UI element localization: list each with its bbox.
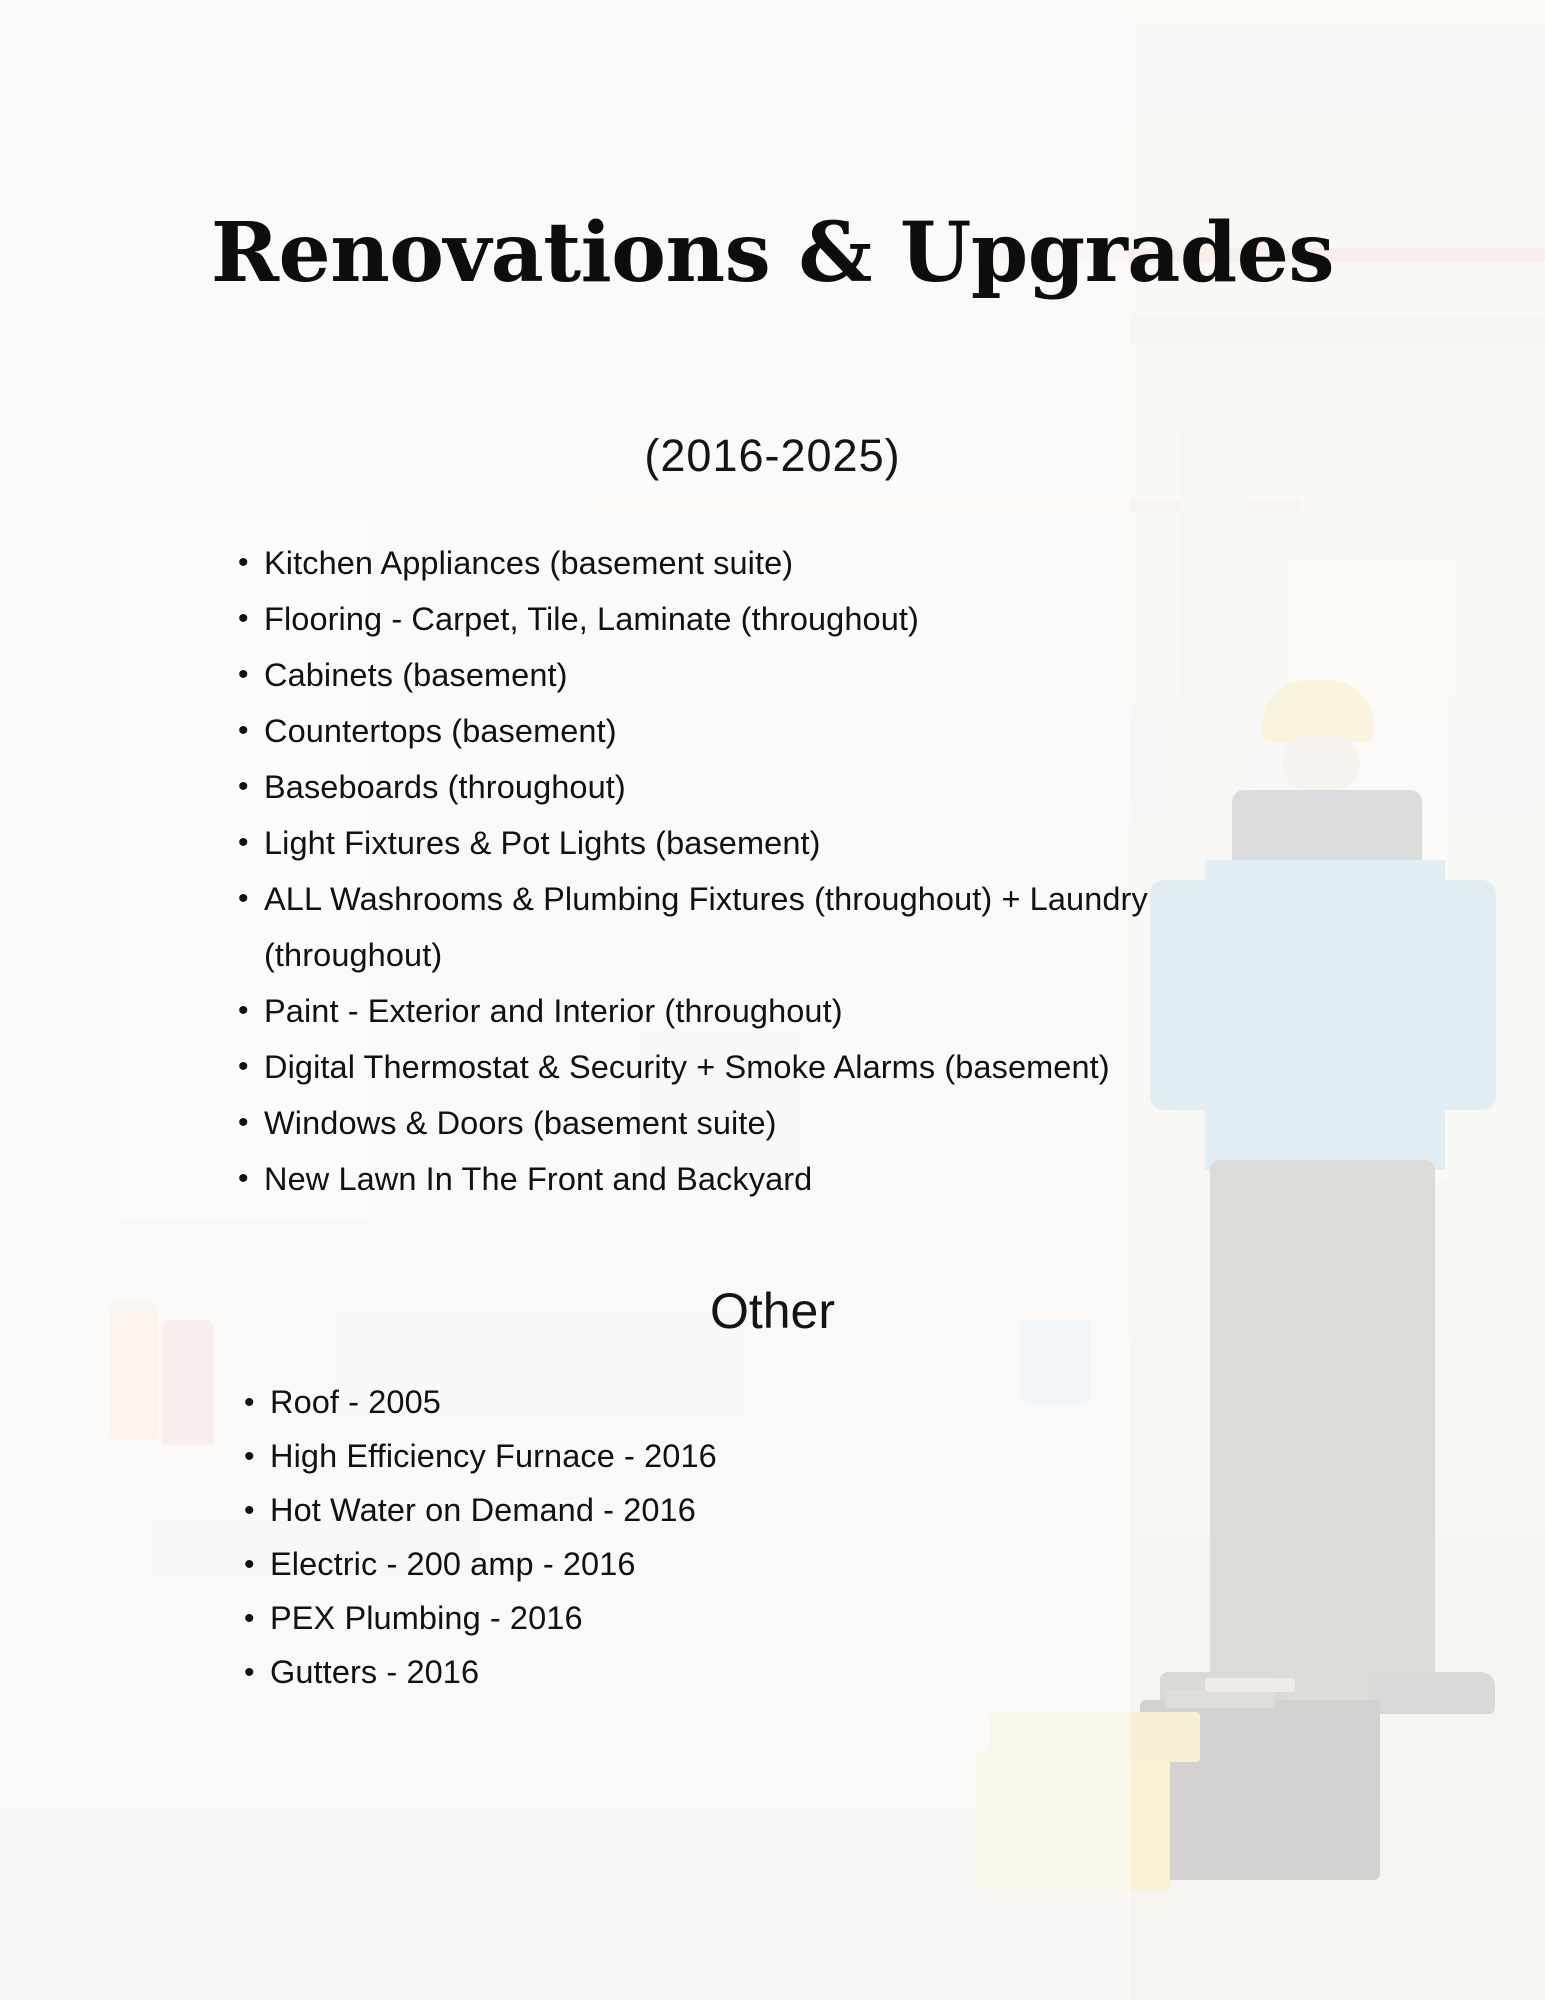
list-item: • Windows & Doors (basement suite) — [232, 1095, 1322, 1151]
page-subtitle: (2016-2025) — [644, 430, 901, 481]
list-item: • Electric - 200 amp - 2016 — [238, 1537, 1138, 1591]
list-item: • Hot Water on Demand - 2016 — [238, 1483, 1138, 1537]
page-title: Renovations & Upgrades — [210, 205, 1335, 301]
list-item: • Gutters - 2016 — [238, 1645, 1138, 1699]
list-item: • Paint - Exterior and Interior (throughout) — [232, 983, 1322, 1039]
list-item: • Cabinets (basement) — [232, 647, 1322, 703]
list-item: • New Lawn In The Front and Backyard — [232, 1151, 1322, 1207]
section-heading-other: Other — [709, 1283, 836, 1339]
list-item: • Roof - 2005 — [238, 1375, 1138, 1429]
list-item: • Countertops (basement) — [232, 703, 1322, 759]
list-item: • PEX Plumbing - 2016 — [238, 1591, 1138, 1645]
other-list — [238, 1375, 1138, 1699]
renovations-list — [232, 535, 1322, 1207]
list-item: • Digital Thermostat & Security + Smoke Alarms (basement) — [232, 1039, 1322, 1095]
list-item: • High Efficiency Furnace - 2016 — [238, 1429, 1138, 1483]
list-item: • Light Fixtures & Pot Lights (basement) — [232, 815, 1322, 871]
list-item: • Baseboards (throughout) — [232, 759, 1322, 815]
list-item: • ALL Washrooms & Plumbing Fixtures (throughout) + Laundry (throughout) — [232, 871, 1322, 983]
list-item: • Flooring - Carpet, Tile, Laminate (throughout) — [232, 591, 1322, 647]
list-item: • Kitchen Appliances (basement suite) — [232, 535, 1322, 591]
